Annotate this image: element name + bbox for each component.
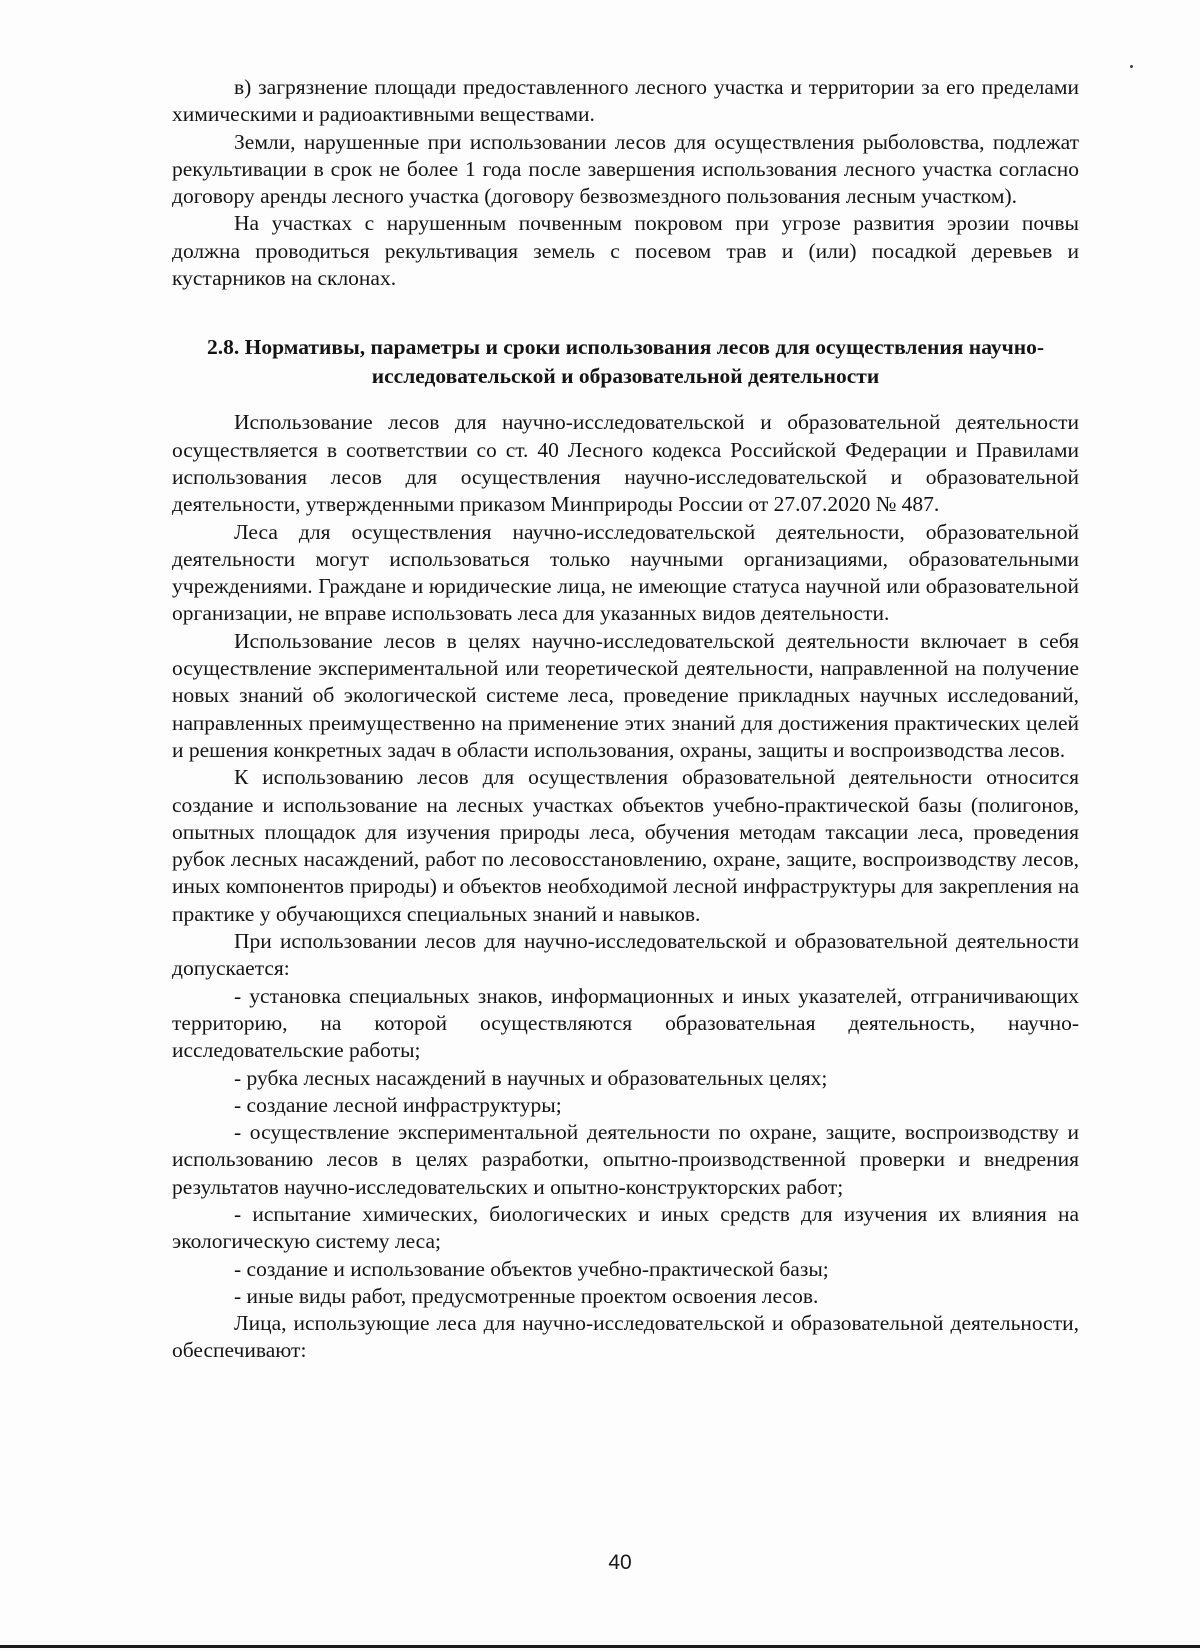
bottom-border-line (0, 1645, 1200, 1648)
page-number: 40 (608, 1551, 632, 1574)
list-item: - испытание химических, биологических и иных средств для изучения их влияния на экологическую систему леса; (172, 1201, 1079, 1254)
paragraph: в) загрязнение площади предоставленного лесного участка и территории за его пределами химическими и радиоактивными веществами. (172, 75, 1079, 127)
scan-speck (1130, 65, 1133, 68)
paragraph: Использование лесов для научно-исследовательской и образовательной деятельности осуществляется в соответствии со ст. 40 Лесного кодекса Российской Федерации и Правилами использования лесов для осуществления научно-исследовательской и образовательной деятельности, утвержденными приказом Минприроды России от 27.07.2020 № 487. (172, 410, 1079, 517)
paragraph: При использовании лесов для научно-исследовательской и образовательной деятельности допускается: (172, 929, 1079, 981)
list-item: - иные виды работ, предусмотренные проектом освоения лесов. (234, 1283, 819, 1308)
paragraph: Использование лесов в целях научно-исследовательской деятельности включает в себя осуществление экспериментальной или теоретической деятельности, направленной на получение новых знаний об экологической системе леса, проведение прикладных научных исследований, направленных преимущественно на применение этих знаний для достижения практических целей и решения конкретных задач в области использования, охраны, защиты и воспроизводства лесов. (172, 628, 1079, 762)
paragraph: На участках с нарушенным почвенным покровом при угрозе развития эрозии почвы должна проводиться рекультивация земель с посевом трав и (или) посадкой деревьев и кустарников на склонах. (172, 211, 1079, 291)
list-item: - создание лесной инфраструктуры; (234, 1092, 562, 1117)
paragraph: К использованию лесов для осуществления образовательной деятельности относится создание и использование на лесных участках объектов учебно-практической базы (полигонов, опытных площадок для изучения природы леса, обучения методам таксации леса, проведения рубок лесных насаждений, работ по лесовосстановлению, охране, защите, воспроизводству лесов, иных компонентов природы) и объектов необходимой лесной инфраструктуры для закрепления на практике у обучающихся специальных знаний и навыков. (172, 765, 1079, 926)
list-item: - осуществление экспериментальной деятельности по охране, защите, воспроизводству и использованию лесов в целях разработки, опытно-производственной проверки и внедрения результатов научно-исследовательских и опытно-конструкторских работ; (172, 1120, 1079, 1199)
page-body (172, 74, 1079, 1365)
list-item: - создание и использование объектов учебно-практической базы; (234, 1256, 829, 1281)
list-item: - рубка лесных насаждений в научных и образовательных целях; (234, 1065, 828, 1090)
paragraph: Земли, нарушенные при использовании лесов для осуществления рыболовства, подлежат рекультивации в срок не более 1 года после завершения использования лесного участка согласно договору аренды лесного участка (договору безвозмездного пользования лесным участком). (172, 129, 1079, 209)
paragraph: Леса для осуществления научно-исследовательской деятельности, образовательной деятельности могут использоваться только научными организациями, образовательными учреждениями. Граждане и юридические лица, не имеющие статуса научной или образовательной организации, не вправе использовать леса для указанных видов деятельности. (172, 519, 1079, 626)
list-item: - установка специальных знаков, информационных и иных указателей, отграничивающих территорию, на которой осуществляются образовательная деятельность, научно-исследовательские работы; (172, 983, 1079, 1063)
closing-paragraph: Лица, использующие леса для научно-исследовательской и образовательной деятельности, обеспечивают: (172, 1311, 1079, 1363)
section-heading: 2.8. Нормативы, параметры и сроки использования лесов для осуществления научно-исследовательской и образовательной деятельности (206, 335, 1045, 389)
